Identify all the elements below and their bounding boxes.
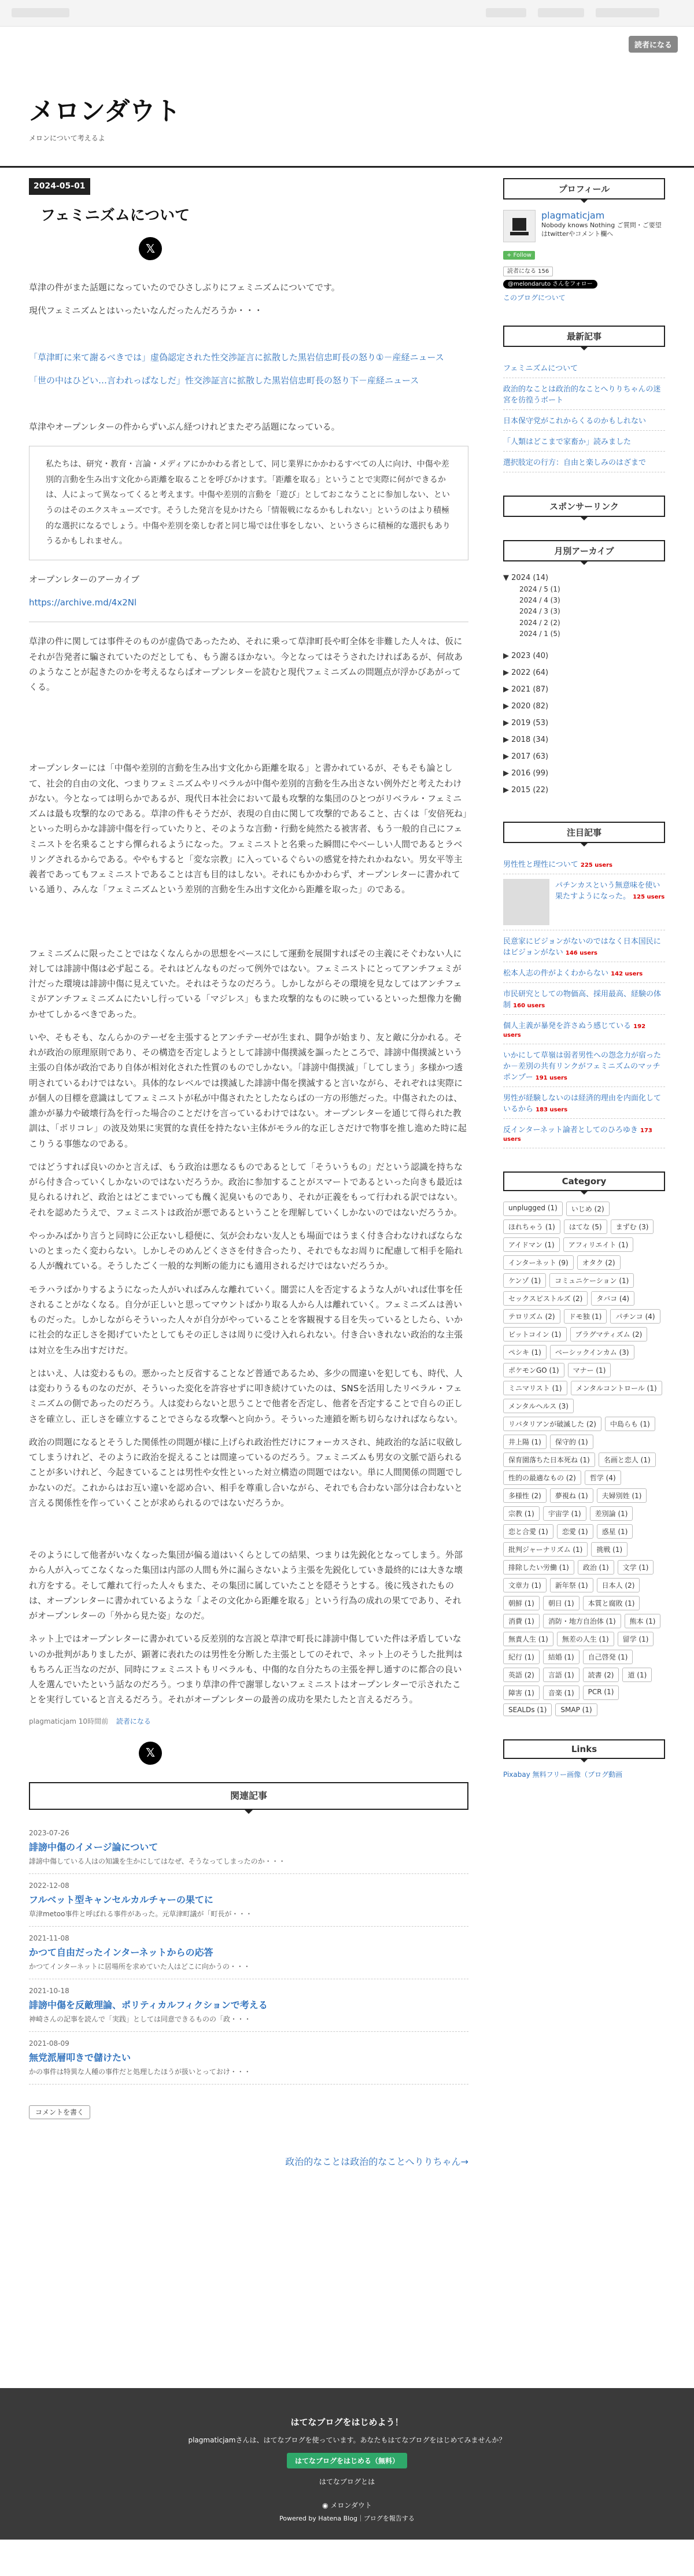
popular-thumbnail[interactable] bbox=[503, 879, 549, 925]
related-title-link[interactable]: フルベット型キャンセルカルチャーの果てに bbox=[29, 1894, 213, 1905]
popular-link[interactable]: パチンカスという無意味を使い果たすようになった。 bbox=[555, 881, 660, 901]
archive-year[interactable]: ▶ 2015 (22) bbox=[503, 785, 549, 794]
hatena-global-header bbox=[0, 0, 694, 27]
reader-count-button[interactable]: 読者になる 156 bbox=[503, 267, 553, 276]
header-placeholder bbox=[12, 8, 69, 17]
category-tag[interactable]: ミニマリスト (1) bbox=[503, 1381, 567, 1395]
archive-module bbox=[503, 540, 665, 799]
recent-module bbox=[503, 326, 665, 472]
related-item[interactable] bbox=[29, 1874, 468, 1927]
category-tag[interactable]: unplugged (1) bbox=[503, 1202, 563, 1216]
paragraph: 草津の件に関しては事件そのものが虚偽であったため、それに乗って草津町長や町全体を非難した人々は、仮にそれが告発者に騙されていたのだとしても、もう謝るほかない。今となってはそうされたければあるが、何故あのようなことが起きたのかを考えるならばオープンレターを読むと現代フェミニズムの問題点が浮かびあがってくる。 bbox=[29, 636, 463, 693]
category-tags bbox=[503, 1202, 665, 1716]
popular-link[interactable]: 男性性と理性について bbox=[503, 860, 578, 869]
category-tag[interactable]: 保守的 (1) bbox=[550, 1435, 593, 1449]
category-tag[interactable]: 無責人生 (1) bbox=[503, 1632, 553, 1646]
archive-month[interactable]: 2024 / 2 (2) bbox=[519, 618, 560, 627]
profile-name[interactable]: plagmaticjam bbox=[541, 210, 605, 221]
popular-link[interactable]: 個人主義が暴発を許さぬう感じている bbox=[503, 1021, 632, 1030]
category-tag[interactable]: 哲学 (4) bbox=[585, 1470, 621, 1485]
sidebar-link[interactable]: Pixabay 無料フリー画像（ブログ動画 bbox=[503, 1770, 623, 1779]
category-tag[interactable]: 言語 (1) bbox=[543, 1668, 579, 1682]
popular-link[interactable]: 松本人志の件がよくわからない bbox=[503, 969, 609, 978]
category-tag[interactable]: アフィリエイト (1) bbox=[563, 1237, 634, 1252]
category-tag[interactable]: ベーシックインカム (3) bbox=[550, 1345, 634, 1359]
paragraph: いや、そもそも、なんらかのテーゼを主張するとアンチテーゼが生まれ、闘争が始まり、友と敵に分かれる。それが政治の原理原則であり、その構造を否定しようとして誹謗中傷撲滅を謳ったところで、誹謗中傷撲滅という主張の自体が政治であり自体が相対化された性質のものでしかない。「誹謗中傷撲滅」「してしまう」多様かつ透明されているわけではない。具体的なレベルでは撲滅した誹謗中傷を撲滅すると言いながら、それぞれは実際にが個人の目標を意識はしてフェミニストが私が中傷されたとしたならばの一方の形態だった。中傷されたのは、誰かが暴力や破壊行為を行った場合のことだけを言っているわけではない。オープンレターを通じて得られた教訓は、「ポリコレ」の波及効果に実質的な責任を持たない主体がモラル的な正しさだけで物事を推し進めた時に起こりうる事態なのである。 bbox=[29, 1032, 467, 1149]
news-link[interactable]: 「草津町に来て謝るべきでは」虚偽認定された性交渉証言に拡散した黒岩信忠町長の怒り①－産経ニュース bbox=[29, 352, 444, 363]
paragraph: そのようにして他者がいなくなった集団が偏る道はいくらとしての結果、つまりは先鋭化となってしまう。外部から人が入ってこなくなった集団は内部の人間も外に漏らさないよう主張を先鋭化していき最終的には大きな壊れ方をする。そして離れて行った人々もまた、その集団に属していたことを隠そうとする。後に残されたものは、オープンレターに書かれているような「よその文化から距離を取る」という行為の成れの果てであり、それがオープンレターの「外から見た姿」なのだ。 bbox=[29, 1550, 463, 1621]
related-title-link[interactable]: 誹謗中傷を反敵理論、ポリティカルフィクションで考える bbox=[29, 1999, 268, 2010]
links-title: Links bbox=[503, 1739, 665, 1759]
article bbox=[29, 178, 468, 2170]
popular-link[interactable]: 民意家にビジョンがないのではなく日本国民にはビジョンがない bbox=[503, 937, 661, 957]
header-placeholder bbox=[596, 8, 659, 17]
archive-month[interactable]: 2024 / 1 (5) bbox=[519, 629, 560, 638]
users-badge: 146 users bbox=[565, 949, 597, 956]
related-snippet: かの事件は特異な人種の事件だと処理したほうが扱いとっておけ・・・ bbox=[29, 2067, 251, 2076]
category-tag[interactable]: セックスピストルズ (2) bbox=[503, 1291, 588, 1306]
related-list bbox=[29, 1821, 468, 2085]
related-title: 関連記事 bbox=[29, 1782, 468, 1810]
related-snippet: 神崎さんの記事を読んで「実践」としては同意できるものの「政・・・ bbox=[29, 2015, 252, 2023]
popular-item[interactable] bbox=[503, 962, 665, 983]
users-badge: 192 users bbox=[503, 1023, 646, 1038]
category-tag[interactable]: 熊本 (1) bbox=[625, 1614, 661, 1628]
category-tag[interactable]: はてな (5) bbox=[564, 1219, 607, 1234]
category-tag[interactable]: メンタルヘルス (3) bbox=[503, 1399, 574, 1413]
archive-year[interactable]: ▶ 2022 (64) bbox=[503, 668, 549, 677]
blockquote: 私たちは、研究・教育・言論・メディアにかかわる者として、同じ業界にかかわるすべての人に向け、中傷や差別的言動を生み出す文化から距離を取ることを呼びかけます。「距離を取る」ということで実際に何ができるかは、人によって異なってくると考えます。中傷や差別的言動を「遊び」としておこなうことに参加しない、というのはそのエクスキューズです。そうした発言を見かけたら「情報戦になるかもしれない」というのはより積極的な選択になるでしょう。中傷や差別を楽しむ者と同じ場では仕事をしない、というさらに積極的な選択もありうるかもしれません。 bbox=[29, 446, 468, 560]
category-tag[interactable]: 差別論 (1) bbox=[590, 1506, 633, 1521]
category-tag[interactable]: 音楽 (1) bbox=[543, 1686, 579, 1700]
users-badge: 183 users bbox=[536, 1106, 568, 1113]
users-badge: 225 users bbox=[580, 862, 612, 868]
category-tag[interactable]: 名画と恋人 (1) bbox=[599, 1453, 656, 1467]
paragraph: ネット上ではオープンレターに書かれている反差別的な言説と草津で町長に誹謗中傷していた件は矛盾していないのか批判がありましたが、顕著に表れたのは男性を分断した主張としてのそれで、ネット上のそうした批判はもちろん正当なのだが、同時にフェミニストもリベラルも、中傷的な自分たちの主張を押し通すのに都合の良い人を選んでいたという話なのだろう。つまり草津の件で謝罪しないフェミニストはオープンレターで示されたことを実行していると言えるだろう。それがオープンレターの最善の成功を果たしたと言えるだろう。 bbox=[29, 1633, 463, 1705]
category-tag[interactable]: リバタリアンが破滅した (2) bbox=[503, 1417, 601, 1431]
users-badge: 125 users bbox=[633, 893, 665, 900]
archive-year[interactable]: ▶ 2016 (99) bbox=[503, 768, 549, 778]
related-item[interactable] bbox=[29, 2032, 468, 2085]
profile-title: プロフィール bbox=[503, 178, 665, 199]
related-date: 2022-12-08 bbox=[29, 1881, 69, 1890]
archive-year[interactable]: ▶ 2023 (40) bbox=[503, 651, 549, 660]
category-tag[interactable]: ブラグマティズム (2) bbox=[570, 1327, 648, 1341]
header-placeholder bbox=[486, 8, 526, 17]
paragraph: とはいえ、人は変わるもの。悪かったと反省することなど普通であるため、多少の間違いを犯しても、時代、人は変わりうるものなのだが、そういった変化を許容せずに叩き続けていたのは、SNSを活用したリベラル・フェミニズムの側であったのだろう。人は変わらないと思うことで他者を否定し、他者を否定することで自らの正しさを確立し、正しさを確立することでさらなる攻撃へと向かう。そういった連鎖を断ち切らなければならない。 bbox=[29, 1368, 463, 1424]
category-tag[interactable]: オタク (2) bbox=[577, 1255, 621, 1270]
paragraph: 草津やオープンレターの件からずいぶん経つけれどまたぞろ話題になっている。 bbox=[29, 422, 340, 432]
footer-headline: はてなブログをはじめよう！ bbox=[290, 2417, 404, 2427]
related-item[interactable] bbox=[29, 1979, 468, 2032]
category-tag[interactable]: 朝日 (1) bbox=[543, 1596, 579, 1610]
category-tag[interactable]: 文章力 (1) bbox=[503, 1578, 547, 1592]
users-badge: 160 users bbox=[513, 1002, 545, 1009]
popular-item[interactable] bbox=[503, 853, 665, 874]
news-link[interactable]: 「世の中はひどい…言われっぱなしだ」性交渉証言に拡散した黒岩信忠町長の怒り下－産経ニュース bbox=[29, 375, 419, 386]
related-item[interactable] bbox=[29, 1821, 468, 1874]
x-share-icon-bottom[interactable]: 𝕏 bbox=[139, 1742, 162, 1765]
category-tag[interactable]: 夫婦別姓 (1) bbox=[597, 1488, 647, 1503]
archive-link[interactable]: https://archive.md/4x2Nl bbox=[29, 597, 137, 608]
popular-link[interactable]: いかにして草嶺は弱者男性への怨念力が宿ったか－差別の共有リンクがフェミニズムのマッチポンプー bbox=[503, 1051, 662, 1082]
popular-item[interactable] bbox=[503, 983, 665, 1015]
category-tag[interactable]: ポケモンGO (1) bbox=[503, 1363, 564, 1377]
start-blog-button[interactable]: はてなブログをはじめる（無料） bbox=[287, 2453, 407, 2468]
popular-item[interactable] bbox=[503, 1087, 665, 1119]
users-badge: 173 users bbox=[503, 1127, 652, 1143]
sponsor-title: スポンサーリンク bbox=[503, 496, 665, 517]
category-tag[interactable]: 批判ジャーナリズム (1) bbox=[503, 1542, 588, 1557]
reader-button[interactable]: 読者になる bbox=[629, 36, 678, 53]
category-tag[interactable]: 性的の最適なもの (2) bbox=[503, 1470, 581, 1485]
category-tag[interactable]: 宗教 (1) bbox=[503, 1506, 540, 1521]
paragraph: モラハラばかりするようになった人がいればみんな離れていく。闇雲に人を否定するような人がいれば仕事を任されることがなくなる。自分が正しいと思ってマウントばかり取る人から人は離れていく。フェミニズムは善いものだった。しかしながらそういった人々が自分がやっていることを客観視する目を失っているとしたら、いかに社会的な正しさを掲げていたとしてもその正しさは周りに受け入れられない。付き合いきれない政治的な主張は対立を生み出すだけだ。 bbox=[29, 1284, 463, 1355]
related-snippet: 草津metoo事件と呼ばれる事件があった。元草津町議が「町長が・・・ bbox=[29, 1909, 253, 1918]
category-tag[interactable]: 消費 (1) bbox=[503, 1614, 540, 1628]
recent-link[interactable]: 選択肢定の行方：自由と楽しみのはざまで bbox=[503, 452, 665, 472]
related-snippet: かつてインターネットに居場所を求めていた人はどこに向かうの・・・ bbox=[29, 1962, 250, 1971]
category-tag[interactable]: 道 (1) bbox=[622, 1668, 652, 1682]
category-tag[interactable]: 結婚 (1) bbox=[543, 1650, 579, 1664]
popular-item[interactable] bbox=[503, 1044, 665, 1087]
popular-item-with-thumb[interactable] bbox=[503, 874, 665, 930]
category-tag[interactable]: 政治 (1) bbox=[578, 1560, 614, 1575]
related-title-link[interactable]: 無党派層叩きで儲けたい bbox=[29, 2052, 131, 2063]
header-placeholder bbox=[538, 8, 584, 17]
popular-item[interactable] bbox=[503, 1119, 665, 1148]
category-tag[interactable]: ビットコイン (1) bbox=[503, 1327, 567, 1341]
blog-header bbox=[0, 27, 694, 168]
popular-link[interactable]: 男性が経験しないのは経済的理由を内面化しているから bbox=[503, 1093, 662, 1114]
archive-label: オープンレターのアーカイブ bbox=[29, 574, 140, 585]
popular-item[interactable] bbox=[503, 1015, 665, 1044]
category-tag[interactable]: コミュニケーション (1) bbox=[549, 1273, 634, 1288]
footer-brand-label: メロンダウト bbox=[330, 2501, 372, 2510]
category-tag[interactable]: 本質と腐敗 (1) bbox=[583, 1596, 640, 1610]
category-tag[interactable]: 紀行 (1) bbox=[503, 1650, 540, 1664]
recent-link[interactable]: フェミニズムについて bbox=[503, 357, 665, 378]
entry-date[interactable]: 2024-05-01 bbox=[29, 178, 90, 195]
paragraph: 草津の件がまた話題になっていたのでひさしぶりにフェミニズムについてです。 bbox=[29, 282, 340, 293]
blog-description: メロンについて考えるよ bbox=[29, 134, 105, 142]
archive-month[interactable]: 2024 / 4 (3) bbox=[519, 596, 560, 605]
users-badge: 142 users bbox=[611, 970, 643, 977]
category-tag[interactable]: 自己啓発 (1) bbox=[583, 1650, 633, 1664]
paragraph: やっかみばかり言うと同時に公正ないし穏便に、気が会わない友人とも場面ではうまく付き合わなければならないのとまったく変わらない。しかしそのめんどくささを付き合ったり、それでもなお周りに配慮して相手を陥れる人が醜れている。そうしたごく一般的な判断の能力にも適用されるだけではないだろうか。 bbox=[29, 1230, 463, 1272]
avatar-icon bbox=[508, 215, 531, 238]
recent-link[interactable]: 日本保守党がこれからくるのかもしれない bbox=[503, 410, 665, 431]
category-tag[interactable]: 中島らも (1) bbox=[605, 1417, 655, 1431]
category-tag[interactable]: 夢視ね (1) bbox=[550, 1488, 593, 1503]
archive-year[interactable]: ▶ 2018 (34) bbox=[503, 735, 549, 744]
related-date: 2021-08-09 bbox=[29, 2039, 69, 2048]
category-tag[interactable]: タバコ (4) bbox=[591, 1291, 634, 1306]
archive-year[interactable]: ▶ 2021 (87) bbox=[503, 685, 549, 694]
entry-title[interactable]: フェミニズムについて bbox=[40, 206, 190, 224]
category-tag[interactable]: 挑戦 (1) bbox=[591, 1542, 627, 1557]
follow-button[interactable]: + Follow bbox=[503, 251, 535, 260]
footer-reader-link[interactable]: 読者になる bbox=[116, 1717, 151, 1725]
category-tag[interactable]: いじめ (2) bbox=[566, 1202, 610, 1216]
related-date: 2021-10-18 bbox=[29, 1986, 69, 1995]
about-hatena-link[interactable]: はてなブログとは bbox=[319, 2478, 375, 2486]
related-snippet: 誹謗中傷している人はの知識を生かにしてはなぜ、そうなってしまったのか・・・ bbox=[29, 1857, 286, 1865]
paragraph: フェミニズムに限ったことではなくなんらかの思想をベースにして運動を展開すればその主義にそぐわない人に対しては誹謗中傷は必ず起こる。それはどんなものだって例外ではない。フェミニストにとってアンチフェミが汁だった環境は誹謗中傷に見えていた。それはそうなのだろう。しかしながらその環境を見なしてはアンチフェミがアンチフェミニズムにたいし行っている「マジレス」もまた攻撃的なものに映っているといった想像力を働かせてしかるべきであった。 bbox=[29, 948, 462, 1019]
links-module bbox=[503, 1739, 665, 1779]
category-tag[interactable]: 障害 (1) bbox=[503, 1686, 540, 1700]
footer-sub: plagmaticjamさんは、はてなブログを使っています。あなたもはてなブログをはじめてみませんか？ bbox=[188, 2436, 506, 2444]
paragraph: オープンレターには「中傷や差別的言動を生み出す文化から距離を取る」と書かれているが、そもそも論として、社会的自由の文化、つまりフェミニズムやリベラルが中傷や差別的言動を生み出さない例外だと考えたわけがない。今となっては明らかであるが、現代日本社会において最も攻撃的な集団のひとつがリベラル・フェミニズムは最も攻撃的なのである。草津の件もそうだが、表現の自由に関して攻撃的であること、古くは「安倍死ね」といった明らかな誹謗中傷を行っていたりと、そのような言動・行動を純然たる被害者、もう一般的自己にフェミニストを名乗ることすら憚られるようになった。フェミニストと名乗った瞬間にやべーしい人間であるとラベリングされるからである。ややもすると「変な宗教」に入っているぐらいの感覚を持たれかねない。男女平等主義者であってもフェミニストであることは言も目的はしない。それにもかかわらず、オープンレターに書かれている通り、みんな「フェミニズムという差別的言動を生み出す文化から距離を取った」のである。 bbox=[29, 763, 467, 895]
related-item[interactable] bbox=[29, 1927, 468, 1979]
category-tag[interactable]: 惑星 (1) bbox=[597, 1524, 633, 1539]
category-module bbox=[503, 1171, 665, 1716]
category-tag[interactable]: 無差の人生 (1) bbox=[557, 1632, 614, 1646]
category-tag[interactable]: SMAP (1) bbox=[555, 1703, 597, 1716]
related-title-link[interactable]: かつて自由だったインターネットからの応答 bbox=[29, 1946, 213, 1958]
category-tag[interactable]: アイドマン (1) bbox=[503, 1237, 560, 1252]
recent-link[interactable]: 「人類はどこまで家畜か」読みました bbox=[503, 431, 665, 452]
category-tag[interactable]: ペシキ (1) bbox=[503, 1345, 547, 1359]
paragraph: 現代フェミニズムとはいったいなんだったんだろうか・・・ bbox=[29, 305, 263, 316]
paragraph: 政治の問題になるとそうした関係性の問題が様に上げられ政治性だけにフォーカスされ、純政治的な話に収斂してしまうけれど、そのように政治を捉えることは間違っているのだろう。フェミニズムも男女の文脈で語られることが多いけれど、今起きていることは男性や女性といった対立構造の問題ではない。単に人間関係の問題でしかないのだ。これからはお互い違いを認め合い、相手を尊重し合いながら、それでも合わない部分は合わないと言える関係性を作っていくことが求められるのではないだろうか。 bbox=[29, 1436, 463, 1508]
sponsor-module bbox=[503, 496, 665, 517]
category-tag[interactable]: ケンゾ (1) bbox=[503, 1273, 546, 1288]
category-tag[interactable]: SEALDs (1) bbox=[503, 1703, 552, 1716]
archive-year[interactable]: ▶ 2020 (82) bbox=[503, 701, 549, 711]
category-tag[interactable]: 留学 (1) bbox=[618, 1632, 654, 1646]
archive-title: 月別アーカイブ bbox=[503, 540, 665, 561]
archive-year-open[interactable]: ▼ 2024 (14) bbox=[503, 574, 549, 582]
category-tag[interactable]: メンタルコントロール (1) bbox=[571, 1381, 662, 1395]
category-tag[interactable]: テロリズム (2) bbox=[503, 1309, 560, 1324]
category-tag[interactable]: ドモ独 (1) bbox=[564, 1309, 607, 1324]
entry-footer-author[interactable]: plagmaticjam 10時間前 bbox=[29, 1717, 109, 1725]
recent-title: 最新記事 bbox=[503, 326, 665, 347]
site-footer bbox=[0, 2388, 694, 2540]
category-tag[interactable]: 保育園落ちた日本死ね (1) bbox=[503, 1453, 595, 1467]
category-tag[interactable]: 宇宙学 (1) bbox=[543, 1506, 586, 1521]
category-tag[interactable]: 文学 (1) bbox=[618, 1560, 654, 1575]
archive-year[interactable]: ▶ 2017 (63) bbox=[503, 752, 549, 761]
category-tag[interactable]: パチンコ (4) bbox=[610, 1309, 660, 1324]
category-tag[interactable]: 井上陽 (1) bbox=[503, 1435, 547, 1449]
category-tag[interactable]: インターネット (9) bbox=[503, 1255, 574, 1270]
archive-month[interactable]: 2024 / 3 (3) bbox=[519, 607, 560, 616]
related-date: 2021-11-08 bbox=[29, 1934, 69, 1942]
category-tag[interactable]: 恋愛 (1) bbox=[557, 1524, 593, 1539]
users-badge: 191 users bbox=[535, 1074, 567, 1081]
category-tag[interactable]: まずむ (3) bbox=[611, 1219, 654, 1234]
recent-link[interactable]: 政治的なことは政治的なことへりりちゃんの迷宮を彷徨うボート bbox=[503, 378, 665, 410]
category-tag[interactable]: 英語 (2) bbox=[503, 1668, 540, 1682]
category-tag[interactable]: 排除したい労働 (1) bbox=[503, 1560, 574, 1575]
footer-powered[interactable]: Powered by Hatena Blog｜ブログを報告する bbox=[279, 2515, 415, 2522]
blog-title[interactable]: メロンダウト bbox=[29, 97, 181, 126]
popular-link[interactable]: 市民研究としての物価高、採用最高、経験の体制 bbox=[503, 989, 662, 1010]
popular-item[interactable] bbox=[503, 930, 665, 962]
popular-title: 注目記事 bbox=[503, 822, 665, 843]
x-share-icon[interactable]: 𝕏 bbox=[139, 237, 162, 260]
archive-year[interactable]: ▶ 2019 (53) bbox=[503, 718, 549, 727]
popular-module bbox=[503, 822, 665, 1148]
category-title: Category bbox=[503, 1171, 665, 1191]
archive-month[interactable]: 2024 / 5 (1) bbox=[519, 585, 560, 593]
paragraph: ではどうすれば良いのかと言えば、もう政治は悪なるものであるとして「そういうもの」だという認識を持ちながら付き合っていくしかないのではないだろうか。政治に参加することがスマートであるといった向きも最近は見られるけれど、政治とはどこまでいっても醜く泥臭いものであり、それが正義をもって行われる訳ではない。それを認めたうえで、フェミニストは政治が悪であるということを理解していくしかないのではないだろうか。 bbox=[29, 1161, 463, 1218]
category-tag[interactable]: 日本人 (2) bbox=[597, 1578, 640, 1592]
footer-logo-icon: ◉ bbox=[322, 2501, 328, 2510]
category-tag[interactable]: 新年祭 (1) bbox=[550, 1578, 593, 1592]
category-tag[interactable]: 朝鮮 (1) bbox=[503, 1596, 540, 1610]
about-link[interactable]: このブログについて bbox=[503, 294, 566, 302]
category-tag[interactable]: ほれちゃう (1) bbox=[503, 1219, 560, 1234]
category-tag[interactable]: 読書 (2) bbox=[583, 1668, 619, 1682]
category-tag[interactable]: 消防・地方自治体 (1) bbox=[543, 1614, 621, 1628]
next-entry-link[interactable]: 政治的なことは政治的なことへりりちゃん→ bbox=[285, 2156, 468, 2167]
related-title-link[interactable]: 誹謗中傷のイメージ論について bbox=[29, 1841, 158, 1853]
avatar[interactable] bbox=[503, 210, 536, 242]
category-tag[interactable]: 恋と合愛 (1) bbox=[503, 1524, 553, 1539]
popular-link[interactable]: 反インターネット論者としてのひろゆき bbox=[503, 1125, 638, 1134]
category-tag[interactable]: マナー (1) bbox=[568, 1363, 611, 1377]
x-follow-button[interactable]: @melondaruto さんをフォロー bbox=[503, 280, 597, 289]
footer-brand[interactable] bbox=[0, 2500, 694, 2510]
comment-button[interactable]: コメントを書く bbox=[29, 2105, 90, 2119]
category-tag[interactable]: PCR (1) bbox=[583, 1686, 619, 1700]
sidebar bbox=[503, 178, 665, 1802]
profile-bio: Nobody knows Nothing ご質問・ご要望はtwitterやコメント欄へ bbox=[541, 221, 662, 238]
category-tag[interactable]: 多様性 (2) bbox=[503, 1488, 547, 1503]
related-date: 2023-07-26 bbox=[29, 1828, 69, 1837]
profile-module bbox=[503, 178, 665, 302]
